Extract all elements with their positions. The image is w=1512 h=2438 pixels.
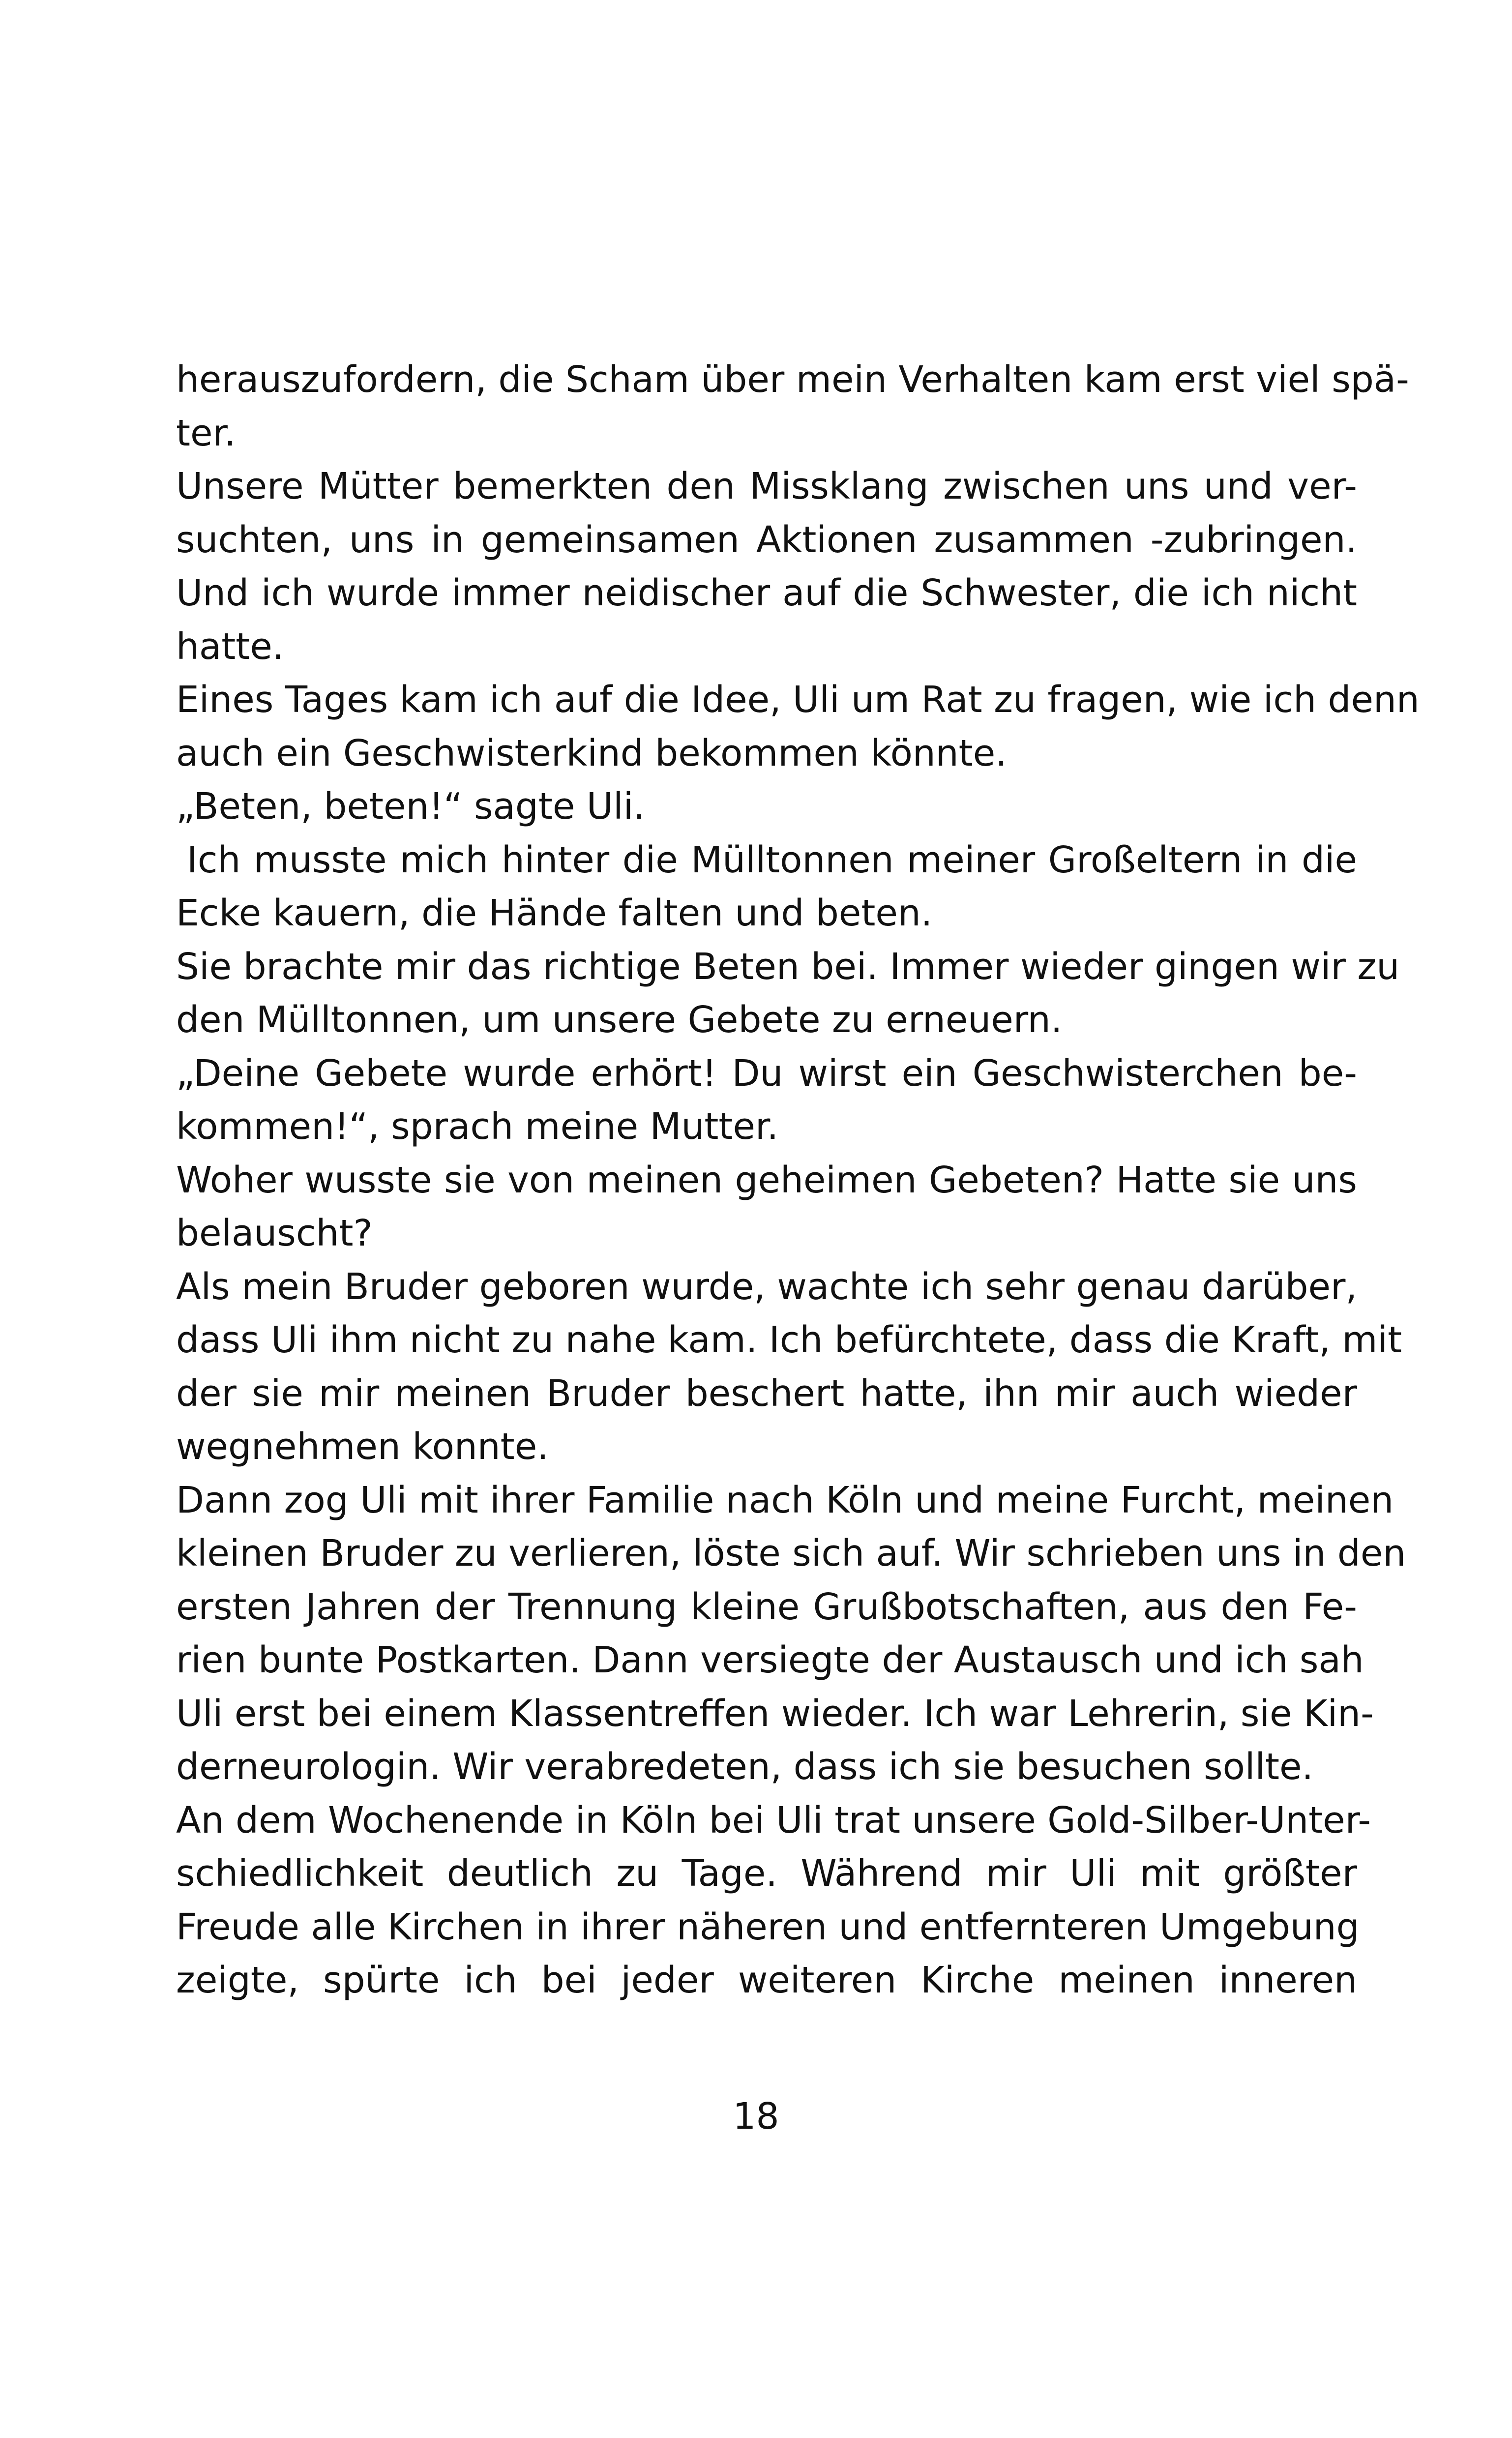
text-line: An dem Wochenende in Köln bei Uli trat unsere Gold-Silber-Unter- (176, 1799, 1371, 1842)
page-number: 18 (733, 2095, 779, 2138)
text-line: dass Uli ihm nicht zu nahe kam. Ich befürchtete, dass die Kraft, mit (176, 1319, 1402, 1361)
text-line: „Beten, beten!“ sagte Uli. (176, 785, 645, 828)
text-line: Dann zog Uli mit ihrer Familie nach Köln und meine Furcht, meinen (176, 1479, 1394, 1521)
text-line: Ich musste mich hinter die Mülltonnen meiner Großeltern in die (187, 838, 1357, 881)
text-line: Freude alle Kirchen in ihrer näheren und entfernteren Umgebung (176, 1905, 1360, 1948)
text-line: Und ich wurde immer neidischer auf die Schwester, die ich nicht (176, 572, 1357, 614)
text-line: ersten Jahren der Trennung kleine Grußbotschaften, aus den Fe- (176, 1585, 1357, 1628)
text-line: Eines Tages kam ich auf die Idee, Uli um Rat zu fragen, wie ich denn (176, 679, 1420, 721)
text-line: den Mülltonnen, um unsere Gebete zu erneuern. (176, 999, 1063, 1041)
text-line: Als mein Bruder geboren wurde, wachte ich sehr genau darüber, (176, 1265, 1357, 1308)
text-line: kommen!“, sprach meine Mutter. (176, 1105, 779, 1148)
text-line: suchten, uns in gemeinsamen Aktionen zusammen -zubringen. (176, 518, 1357, 561)
text-line: Woher wusste sie von meinen geheimen Gebeten? Hatte sie uns (176, 1159, 1357, 1201)
text-line: kleinen Bruder zu verlieren, löste sich auf. Wir schrieben uns in den (176, 1532, 1406, 1575)
text-line: belauscht? (176, 1212, 373, 1254)
text-line: ter. (176, 412, 236, 454)
text-line: Sie brachte mir das richtige Beten bei. Immer wieder gingen wir zu (176, 945, 1400, 988)
text-line: Uli erst bei einem Klassentreffen wieder. Ich war Lehrerin, sie Kin- (176, 1692, 1374, 1735)
body-text (176, 353, 1420, 2007)
text-line: Ecke kauern, die Hände falten und beten. (176, 892, 933, 934)
text-line: schiedlichkeit deutlich zu Tage. Während mir Uli mit größter (176, 1852, 1357, 1895)
text-line: „Deine Gebete wurde erhört! Du wirst ein Geschwisterchen be- (176, 1052, 1357, 1095)
text-line: wegnehmen konnte. (176, 1426, 549, 1468)
text-line: der sie mir meinen Bruder beschert hatte, ihn mir auch wieder (176, 1372, 1357, 1415)
text-line: zeigte, spürte ich bei jeder weiteren Kirche meinen inneren (176, 1959, 1357, 2001)
text-line: herauszufordern, die Scham über mein Verhalten kam erst viel spä- (176, 358, 1409, 401)
text-line: hatte. (176, 625, 284, 668)
text-line: derneurologin. Wir verabredeten, dass ich sie besuchen sollte. (176, 1746, 1314, 1788)
text-line: rien bunte Postkarten. Dann versiegte der Austausch und ich sah (176, 1639, 1364, 1681)
text-line: Unsere Mütter bemerkten den Missklang zwischen uns und ver- (176, 465, 1357, 507)
text-line: auch ein Geschwisterkind bekommen könnte. (176, 732, 1007, 774)
